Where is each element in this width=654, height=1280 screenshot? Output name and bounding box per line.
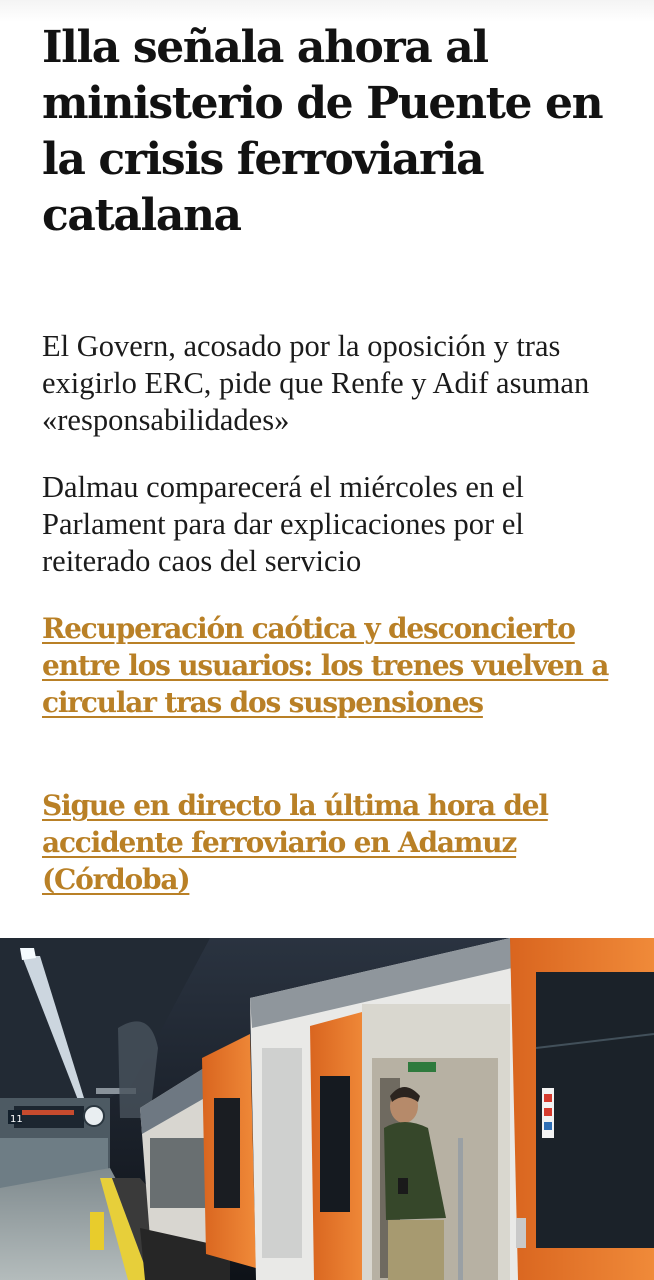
related-link-1-anchor[interactable]: Recuperación caótica y desconcierto entre los usuarios: los trenes vuelven a circular tras dos suspensiones: [42, 612, 609, 719]
headline: Illa señala ahora al ministerio de Puente en la crisis ferroviaria catalana: [42, 22, 603, 241]
subtitle-2: Dalmau comparecerá el miércoles en el Parlament para dar explicaciones por el reiterado caos del servicio: [42, 470, 524, 578]
related-link-2-anchor[interactable]: Sigue en directo la última hora del accidente ferroviario en Adamuz (Córdoba): [42, 789, 548, 896]
article-photo: [0, 938, 654, 1280]
related-link-1[interactable]: [42, 610, 632, 721]
train-station-illustration: [0, 938, 654, 1280]
related-link-2[interactable]: [42, 787, 632, 898]
platform-number: 11: [10, 1114, 23, 1125]
top-fade: [0, 0, 654, 22]
subtitle-1: El Govern, acosado por la oposición y tras exigirlo ERC, pide que Renfe y Adif asuman «responsabilidades»: [42, 329, 590, 437]
